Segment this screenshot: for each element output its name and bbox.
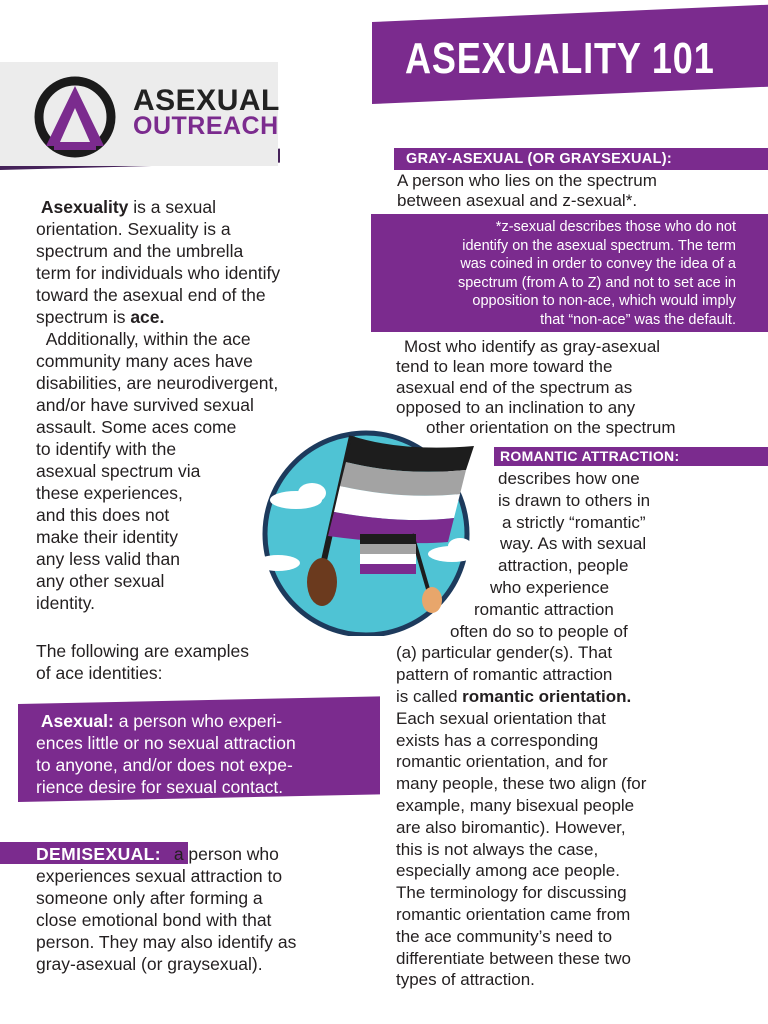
demisexual-definition: DEMISEXUAL: a person who experiences sexual attraction to someone only after forming a close emotional bond with that person. They may also identify as gray-asexual (or graysexual). [36, 844, 297, 974]
logo-word-outreach: OUTREACH [133, 112, 279, 140]
gray-asexual-definition: A person who lies on the spectrum between asexual and z-sexual*. [397, 171, 657, 210]
asexual-outreach-logo-icon [30, 72, 120, 162]
z-sexual-note: *z-sexual describes those who do not identify on the asexual spectrum. The term was coined in order to convey the idea of a spectrum (from A to Z) and not to set ace in opposition to non-ace, which would imply that “non-ace” was the default. [371, 214, 768, 332]
asexuality-term: Asexuality [40, 197, 129, 217]
romantic-attraction-text: describes how one is drawn to others in a strictly “romantic” way. As with sexual attraction, people who experience romantic attraction often do so to people of (a) particular gender(s). That pattern of romantic attraction is called romantic orientation. Each sexual orientation that exists has a corresponding romantic orientation, and for many people, these two align (for example, many bisexual people are also biromantic). However, this is not always the case, especially among ace people. The terminology for discussing romantic orientation came from the ace community’s need to differentiate between these two types of attraction. [396, 469, 651, 990]
gray-asexual-followup: Most who identify as gray-asexual tend to lean more toward the asexual end of the spectrum as opposed to an inclination to any other orientation on the spectrum [396, 337, 676, 438]
ace-term: ace. [130, 307, 165, 327]
page-title: ASEXUALITY 101 [405, 34, 715, 83]
romantic-orientation-term: romantic orientation. [462, 686, 632, 706]
examples-intro: The following are examples of ace identities: [36, 641, 250, 683]
intro-paragraph: Asexuality is a sexual orientation. Sexuality is a spectrum and the umbrella term for individuals who identify toward the asexual end of the spectrum is ace. Additionally, within the ace community many aces have disabilities, are neurodivergent, and/or have survived sexual assault. Some aces come to identify with the asexual spectrum via these experiences, and this does not make their identity any less valid than any other sexual identity. [36, 197, 281, 613]
asexual-term: Asexual: [40, 711, 114, 731]
romantic-attraction-label: ROMANTIC ATTRACTION: [494, 447, 768, 466]
gray-asexual-label: GRAY-ASEXUAL (OR GRAYSEXUAL): [394, 148, 768, 170]
asexual-definition: Asexual: a person who experi- ences little or no sexual attraction to anyone, and/or does not expe- rience desire for sexual contact. [36, 711, 296, 797]
logo-word-asexual: ASEXUAL [133, 84, 280, 117]
demisexual-term: DEMISEXUAL: [36, 844, 161, 864]
